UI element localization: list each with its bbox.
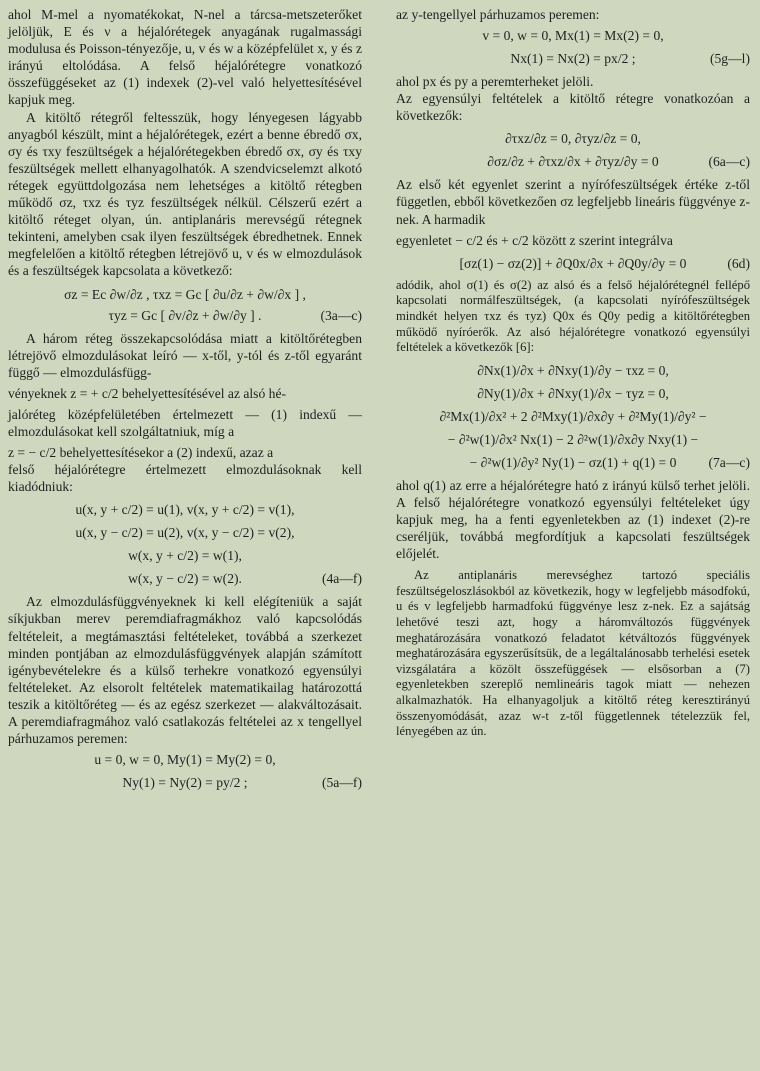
equation-7c-text: ∂²Mx(1)/∂x² + 2 ∂²Mxy(1)/∂x∂y + ∂²My(1)/∂y² − xyxy=(439,408,707,424)
equation-4a-line xyxy=(8,501,362,518)
equation-tag-6d: (6d) xyxy=(727,255,750,271)
equation-7b-text: ∂Ny(1)/∂x + ∂Nxy(1)/∂x − τyz = 0, xyxy=(477,385,669,401)
equation-4d-line xyxy=(8,570,362,587)
equation-6b-line xyxy=(396,153,750,170)
equation-7a-line xyxy=(396,362,750,379)
equation-6b-text: ∂σz/∂z + ∂τxz/∂x + ∂τyz/∂y = 0 xyxy=(487,154,659,170)
equation-tag-6: (6a—c) xyxy=(708,154,750,170)
paragraph-core-layer: A kitöltő rétegről feltesszük, hogy lényegesen lágyabb anyagból készült, mint a héjalórétegek, ezért a benne ébredő σx, σy és τxy feszültségek a héjalórétegekben ébredő σx, σy és τxy feszültségek mellett elhanyagolhatók. A szendvicselemzt alkotó rétegek együttdolgozása nem lehetséges a kitöltő rétegben működő σz, τxz és τyz feszültségek nélkül. Célszerű ezért a kitöltő réteget olyan, ún. antiplanáris merevségű rétegnek tekinteni, amelyben csak ilyen feszültségek ébredhetnek. Ennek megfelelően a kitöltő rétegben létrejövő u, v és w elmozdulások és a feszültségek kapcsolata a következő: xyxy=(8,109,362,279)
paragraph-integration: egyenletet − c/2 és + c/2 között z szerint integrálva xyxy=(396,232,673,248)
paragraph-y-edge: az y-tengellyel párhuzamos peremen: xyxy=(396,7,600,22)
equation-4c-text: w(x, y + c/2) = w(1), xyxy=(128,548,242,564)
equation-6a-text: ∂τxz/∂z = 0, ∂τyz/∂z = 0, xyxy=(505,131,641,147)
equation-3b-line xyxy=(8,307,362,324)
right-column xyxy=(396,6,750,740)
paragraph-equilibrium-core: Az egyensúlyi feltételek a kitöltő rétegre vonatkozóan a következők: xyxy=(396,91,750,124)
equation-5b-line xyxy=(8,774,362,791)
paragraph-substitution-upper: z = − c/2 behelyettesítésekor a (2) indexű, azaz a xyxy=(8,445,274,461)
paragraph-edge-loads: ahol px és py a peremterheket jelöli. xyxy=(396,74,594,90)
paragraph-external-load: ahol q(1) az erre a héjalórétegre ható z irányú külső terhet jelöli. A felső héjalórétegre vonatkozó egyensúlyi feltételeket úgy kapjuk meg, ha a fenti egyenletekben az (1) indexet (2)-re cseréljük, továbbá megfordítjuk a kapcsolati feszültségek előjelét. xyxy=(396,477,750,562)
paragraph-substitution-lower: vényeknek z = + c/2 behelyettesítésével az alsó hé- xyxy=(8,385,287,401)
equation-5a-line xyxy=(8,751,362,768)
equation-7b-line xyxy=(396,385,750,402)
equation-tag-3: (3a—c) xyxy=(320,307,362,323)
equation-7e-text: − ∂²w(1)/∂y² Ny(1) − σz(1) + q(1) = 0 xyxy=(469,454,677,470)
equation-3b-text: τyz = Gc [ ∂v/∂z + ∂w/∂y ] . xyxy=(108,307,262,323)
equation-4c-line xyxy=(8,547,362,564)
equation-5g-line2 xyxy=(396,50,750,67)
equation-4d-text: w(x, y − c/2) = w(2). xyxy=(128,571,242,587)
equation-tag-7: (7a—c) xyxy=(708,454,750,470)
equation-tag-5g: (5g—l) xyxy=(709,51,750,67)
paragraph-layer-connection: A három réteg összekapcsolódása miatt a kitöltőrétegben létrejövő elmozdulásokat leíró — x-től, y-tól és z-től egyaránt függő — elmozdulásfügg- xyxy=(8,330,362,380)
equation-7d-line xyxy=(396,431,750,448)
paragraph-upper-displacements: felső héjalórétegre értelmezett elmozdulásoknak kell kiadódniuk: xyxy=(8,462,362,495)
paragraph-contact-stresses: adódik, ahol σ(1) és σ(2) az alsó és a felső héjalórétegnél fellépő kapcsolati normálfeszültségek, (a kapcsolati nyírófeszültségek mindkét helyen τxz és τyz) Q0x és Q0y pedig a kitöltőrétegben működő nyíróerők. Az alsó héjalórétegre vonatkozó egyensúlyi feltételek a következők [6]: xyxy=(396,277,750,355)
paragraph-middle-surface: jalóréteg középfelületében értelmezett — (1) indexű — elmozdulásokat kell szolgáltatniuk, míg a xyxy=(8,406,362,439)
equation-3a-text: σz = Ec ∂w/∂z , τxz = Gc [ ∂u/∂z + ∂w/∂x ] , xyxy=(64,286,306,302)
equation-7d-text: − ∂²w(1)/∂x² Nx(1) − 2 ∂²w(1)/∂x∂y Nxy(1) − xyxy=(447,431,699,447)
equation-7c-line xyxy=(396,408,750,425)
equation-6a-line xyxy=(396,130,750,147)
equation-5g-text2: Nx(1) = Nx(2) = px/2 ; xyxy=(510,51,636,67)
paragraph-shear-independence: Az első két egyenlet szerint a nyírófeszültségek értéke z-től független, ebből következően σz legfeljebb lineáris függvénye z-nek. A harmadik xyxy=(396,177,750,227)
equation-5g-text1: v = 0, w = 0, Mx(1) = Mx(2) = 0, xyxy=(482,28,664,44)
equation-6d-line xyxy=(396,255,750,272)
paragraph-boundary-conditions: Az elmozdulásfüggvényeknek ki kell elégíteniük a saját síkjukban merev peremdiafragmákhoz való kapcsolódás feltételeit, a megtámasztási feltételeket, továbbá a szerkezet minden pontjában az elmozdulásfüggvények alapján számított igénybevételekre és a külső terhekre vonatkozó egyensúlyi feltételeket. Az elsorolt feltételek matematikailag határozottá teszik a kitöltőréteg — és az egész szerkezet — alakváltozásait. A peremdiafragmához való csatlakozás feltételei az x tengellyel párhuzamos peremen: xyxy=(8,594,362,747)
equation-5b-text: Ny(1) = Ny(2) = py/2 ; xyxy=(122,775,248,791)
equation-tag-5: (5a—f) xyxy=(321,775,362,791)
left-column xyxy=(8,6,362,791)
equation-4b-line xyxy=(8,524,362,541)
equation-4b-text: u(x, y − c/2) = u(2), v(x, y − c/2) = v(2), xyxy=(75,525,295,541)
equation-tag-4: (4a—f) xyxy=(321,571,362,587)
equation-3a-line1 xyxy=(8,286,362,303)
equation-5a-text: u = 0, w = 0, My(1) = My(2) = 0, xyxy=(94,752,276,768)
equation-6d-text: [σz(1) − σz(2)] + ∂Q0x/∂x + ∂Q0y/∂y = 0 xyxy=(459,255,687,271)
equation-7a-text: ∂Nx(1)/∂x + ∂Nxy(1)/∂y − τxz = 0, xyxy=(477,362,669,378)
equation-4a-text: u(x, y + c/2) = u(1), v(x, y + c/2) = v(1), xyxy=(75,502,295,518)
paragraph-notation: ahol M-mel a nyomatékokat, N-nel a tárcsa-metszeterőket jelöljük, E és ν a héjalórétegek anyagának rugalmassági modulusa és Poisson-tényezője, u, v és w a középfelület x, y és z irányú eltolódása. A felső héjalórétegre vonatkozó összefüggéseket az (1) indexek (2)-vel való helyettesítésével kapjuk meg. xyxy=(8,7,362,108)
equation-7e-line xyxy=(396,454,750,471)
paragraph-antiplanar: Az antiplanáris merevséghez tartozó speciális feszültségeloszlásokból az következik, hogy w legfeljebb másodfokú, u és v legfeljebb harmadfokú függvénye lesz z-nek. Ez a sajátság lehetővé teszi azt, hogy a háromváltozós függvények meghatározására vonatkozó feladatot kétváltozós függvények meghatározására egyszerűsítsük, de a legáltalánosabb terhelési esetek vizsgálatára a közölt összefüggések — elsősorban a (7) egyenletekben szereplő nemlineáris tagok miatt — nehezen alkalmazhatók. Ha elhanyagoljuk a kitöltő réteg keresztirányú összenyomódását, azaz w-t z-től függetlennek tételezzük fel, lényegében az ún. xyxy=(396,568,750,739)
equation-5g-line1 xyxy=(396,27,750,44)
